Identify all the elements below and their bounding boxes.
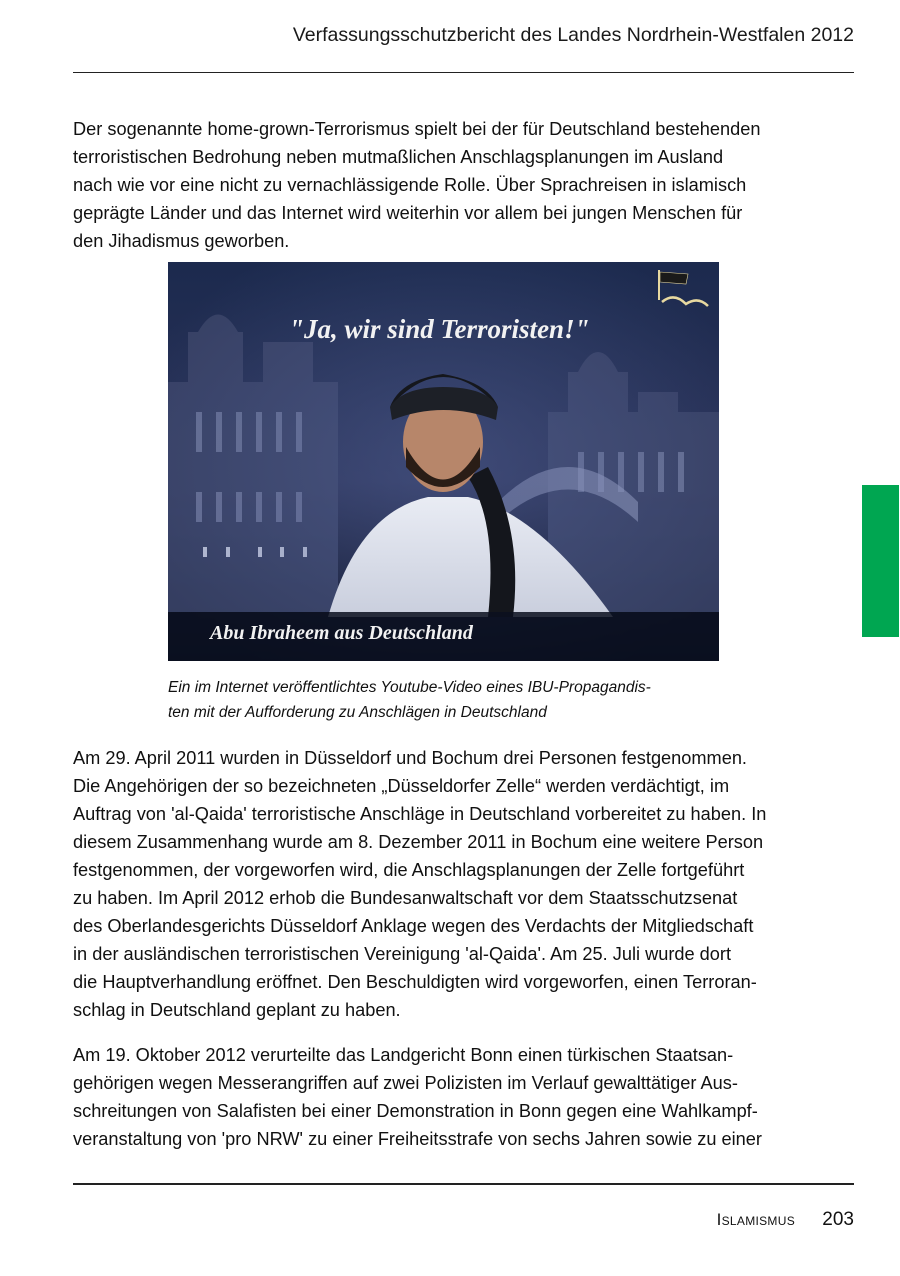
text-line: Am 19. Oktober 2012 verurteilte das Landgericht Bonn einen türkischen Staatsan- [73,1045,734,1065]
text-line: des Oberlandesgerichts Düsseldorf Anklage wegen des Verdachts der Mitgliedschaft [73,916,754,936]
text-line: gehörigen wegen Messerangriffen auf zwei Polizisten im Verlauf gewalttätiger Aus- [73,1073,738,1093]
text-line: zu haben. Im April 2012 erhob die Bundesanwaltschaft vor dem Staatsschutzsenat [73,888,738,908]
text-line: festgenommen, der vorgeworfen wird, die Anschlagsplanungen der Zelle fortgeführt [73,860,745,880]
video-still-image [168,262,719,661]
text-line: veranstaltung von 'pro NRW' zu einer Freiheitsstrafe von sechs Jahren sowie zu einer [73,1129,762,1149]
text-line: schlag in Deutschland geplant zu haben. [73,1000,401,1020]
text-line: geprägte Länder und das Internet wird weiterhin vor allem bei jungen Menschen für [73,203,743,223]
text-line: terroristischen Bedrohung neben mutmaßlichen Anschlagsplanungen im Ausland [73,147,724,167]
text-line: schreitungen von Salafisten bei einer Demonstration in Bonn gegen eine Wahlkampf- [73,1101,758,1121]
text-line: diesem Zusammenhang wurde am 8. Dezember 2011 in Bochum eine weitere Person [73,832,764,852]
chapter-side-tab [862,485,899,637]
footer-rule [73,1183,854,1185]
text-line: in der ausländischen terroristischen Vereinigung 'al-Qaida'. Am 25. Juli wurde dort [73,944,732,964]
text-line: Die Angehörigen der so bezeichneten „Düsseldorfer Zelle“ werden verdächtigt, im [73,776,730,796]
paragraph-home-grown-terrorism [73,115,818,255]
page-number: 203 [822,1209,854,1230]
text-line: nach wie vor eine nicht zu vernachlässigende Rolle. Über Sprachreisen in islamisch [73,175,747,195]
text-line: Der sogenannte home-grown-Terrorismus spielt bei der für Deutschland bestehenden [73,119,761,139]
paragraph-bonn-verdict [73,1041,818,1153]
text-line: die Hauptverhandlung eröffnet. Den Beschuldigten wird vorgeworfen, einen Terroran- [73,972,757,992]
paragraph-duesseldorf-cell [73,744,818,1024]
text-line: Auftrag von 'al-Qaida' terroristische Anschläge in Deutschland vorbereitet zu haben. In [73,804,767,824]
text-line: den Jihadismus geworben. [73,231,290,251]
figure-caption [168,675,728,725]
text-line: Am 29. April 2011 wurden in Düsseldorf und Bochum drei Personen festgenommen. [73,748,747,768]
caption-line: ten mit der Aufforderung zu Anschlägen in Deutschland [168,704,547,721]
caption-line: Ein im Internet veröffentlichtes Youtube-Video eines IBU-Propagandis- [168,679,651,696]
header-rule [73,72,854,73]
video-lower-third: Abu Ibraheem aus Deutschland [210,622,473,644]
page-header-title: Verfassungsschutzbericht des Landes Nordrhein-Westfalen 2012 [292,24,854,46]
video-headline: "Ja, wir sind Terroristen!" [289,314,590,344]
footer-section-title: Islamismus [716,1210,795,1229]
